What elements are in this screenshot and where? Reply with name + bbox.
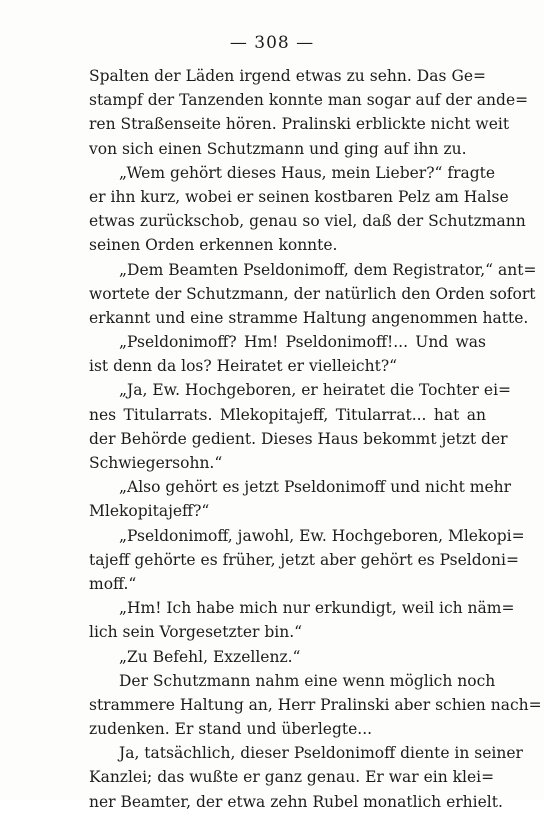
text-line: „Hm! Ich habe mich nur erkundigt, weil ich näm=: [119, 599, 515, 618]
text-line: Schwiegersohn.“: [89, 454, 223, 472]
text-line: „Wem gehört dieses Haus, mein Lieber?“ fragte: [119, 163, 496, 182]
text-line: seinen Orden erkennen konnte.: [89, 236, 338, 255]
text-line: „Zu Befehl, Exzellenz.“: [119, 647, 301, 666]
body-text: [89, 64, 542, 814]
text-line: etwas zurückschob, genau so viel, daß der Schutzmann: [89, 212, 526, 231]
text-line: ren Straßenseite hören. Pralinski erblickte nicht weit: [89, 115, 510, 134]
text-line: Der Schutzmann nahm eine wenn möglich noch: [119, 671, 496, 690]
text-line: zudenken. Er stand und überlegte...: [89, 720, 373, 739]
text-line: der Behörde gedient. Dieses Haus bekommt jetzt der: [89, 429, 508, 448]
text-line: „Dem Beamten Pseldonimoff, dem Registrator,“ ant=: [119, 260, 537, 279]
page-number: — 308 —: [229, 33, 315, 53]
text-line: strammere Haltung an, Herr Pralinski aber schien nach=: [89, 695, 542, 714]
text-line: Spalten der Läden irgend etwas zu sehn. Das Ge=: [89, 67, 486, 85]
text-line: „Ja, Ew. Hochgeboren, er heiratet die Tochter ei=: [119, 381, 512, 400]
text-line: Kanzlei; das wußte er ganz genau. Er war ein klei=: [89, 768, 495, 787]
text-line: ist denn da los? Heiratet er vielleicht?“: [89, 357, 398, 376]
text-line: nes Titularrats. Mlekopitajeff, Titularrat... hat an: [89, 405, 486, 424]
text-line: Ja, tatsächlich, dieser Pseldonimoff diente in seiner: [119, 744, 523, 763]
text-line: lich sein Vorgesetzter bin.“: [89, 623, 303, 642]
text-line: tajeff gehörte es früher, jetzt aber gehört es Pseldoni=: [89, 550, 519, 569]
text-line: erkannt und eine stramme Haltung angenommen hatte.: [89, 308, 529, 327]
text-line: stampf der Tanzenden konnte man sogar auf der ande=: [89, 91, 529, 110]
text-line: Mlekopitajeff?“: [89, 502, 210, 521]
text-line: „Pseldonimoff, jawohl, Ew. Hochgeboren, Mlekopi=: [119, 526, 525, 545]
text-line: „Also gehört es jetzt Pseldonimoff und nicht mehr: [119, 478, 512, 497]
text-line: moff.“: [89, 574, 137, 593]
text-line: von sich einen Schutzmann und ging auf ihn zu.: [89, 139, 467, 158]
text-line: „Pseldonimoff? Hm! Pseldonimoff!... Und was: [119, 333, 486, 352]
text-line: wortete der Schutzmann, der natürlich den Orden sofort: [89, 284, 536, 303]
text-line: er ihn kurz, wobei er seinen kostbaren Pelz am Halse: [89, 187, 509, 206]
text-line: ner Beamter, der etwa zehn Rubel monatlich erhielt.: [89, 792, 503, 811]
